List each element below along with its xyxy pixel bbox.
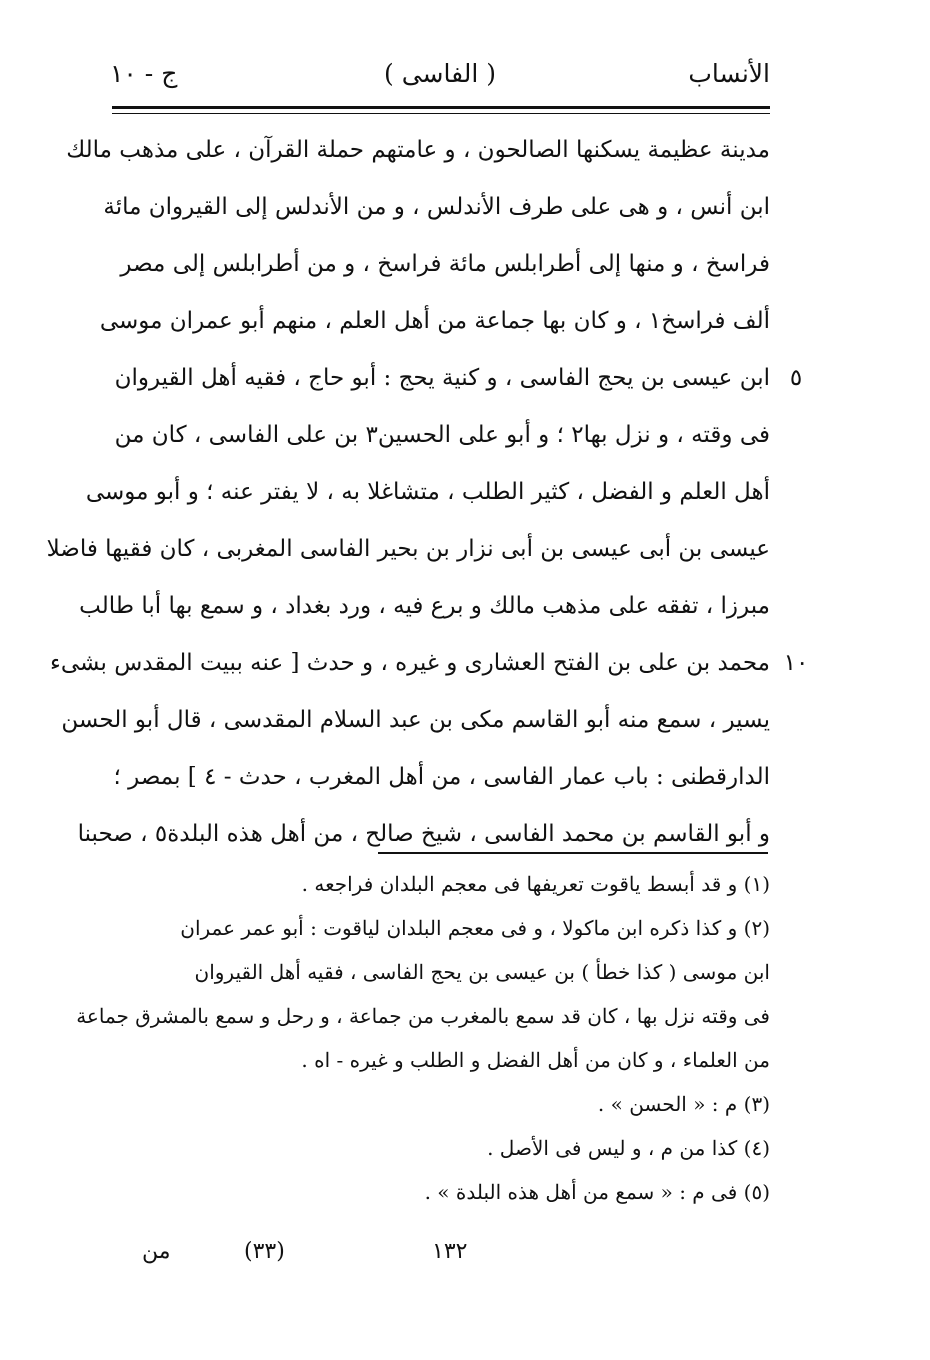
- text-line: فراسخ ، و منها إلى أطرابلس مائة فراسخ ، و من أطرابلس إلى مصر: [120, 251, 770, 277]
- text-line: ابن عيسى بن يحج الفاسى ، و كنية يحج : أبو حاج ، فقيه أهل القيروان: [114, 365, 770, 391]
- text-line: الدارقطنى : باب عمار الفاسى ، من أهل المغرب ، حدث - ٤ ] بمصر ؛: [113, 764, 770, 790]
- text-line: ألف فراسخ١ ، و كان بها جماعة من أهل العلم ، منهم أبو عمران موسى: [99, 308, 770, 334]
- footnote-line: (٣) م : « الحسن » .: [597, 1092, 770, 1116]
- footnote-line: فى وقته نزل بها ، كان قد سمع بالمغرب من جماعة ، و رحل و سمع بالمشرق جماعة: [76, 1004, 770, 1028]
- footnote-line: (٤) كذا من م ، و ليس فى الأصل .: [487, 1136, 770, 1160]
- signature-mark: (٣٣): [244, 1239, 285, 1264]
- header-volume: ج - ١٠: [110, 59, 178, 88]
- catchword: من: [142, 1239, 171, 1264]
- text-line: محمد بن على بن الفتح العشارى و غيره ، و حدث [ عنه ببيت المقدس بشىء: [50, 650, 770, 676]
- footnote-line: (١) و قد أبسط ياقوت تعريفها فى معجم البلدان فراجعه .: [301, 872, 770, 896]
- text-line: يسير ، سمع منه أبو القاسم مكى بن عبد السلام المقدسى ، قال أبو الحسن: [61, 707, 770, 733]
- text-line: ابن أنس ، و هى على طرف الأندلس ، و من الأندلس إلى القيروان مائة: [103, 194, 770, 220]
- footnote-line: من العلماء ، و كان من أهل الفضل و الطلب و غيره - اه .: [301, 1048, 770, 1072]
- header-book-title: الأنساب: [688, 59, 770, 88]
- text-line: مبرزا ، تفقه على مذهب مالك و برع فيه ، ورد بغداد ، و سمع بها أبا طالب: [79, 593, 770, 619]
- text-line: و أبو القاسم بن محمد الفاسى ، شيخ صالح ، من أهل هذه البلدة٥ ، صحبنا: [77, 821, 770, 847]
- text-line: عيسى بن أبى عيسى بن أبى نزار بن بحير الفاسى المغربى ، كان فقيها فاضلا: [46, 536, 770, 562]
- line-number-5: ٥: [789, 365, 803, 391]
- text-line: أهل العلم و الفضل ، كثير الطلب ، متشاغلا به ، لا يفتر عنه ؛ و أبو موسى: [85, 479, 770, 505]
- header-rule-thin: [112, 113, 770, 114]
- page-number: ١٣٢: [432, 1239, 468, 1264]
- text-line: فى وقته ، و نزل بها٢ ؛ و أبو على الحسين٣ بن على الفاسى ، كان من: [114, 422, 770, 448]
- footnote-line: (٢) و كذا ذكره ابن ماكولا ، و فى معجم البلدان لياقوت : أبو عمر عمران: [180, 916, 770, 940]
- running-header: [110, 52, 770, 96]
- line-number-10: ١٠: [783, 650, 809, 676]
- page-footer: [120, 1232, 510, 1272]
- footnote-line: ابن موسى ( كذا خطأ ) بن عيسى بن يحج الفاسى ، فقيه أهل القيروان: [194, 960, 770, 984]
- text-line: مدينة عظيمة يسكنها الصالحون ، و عامتهم حملة القرآن ، على مذهب مالك: [66, 137, 770, 163]
- header-entry-title: ( الفاسى ): [383, 59, 497, 88]
- footnote-separator: [378, 852, 768, 854]
- footnote-line: (٥) فى م : « سمع من أهل هذه البلدة » .: [424, 1180, 770, 1204]
- header-rule-thick: [112, 106, 770, 109]
